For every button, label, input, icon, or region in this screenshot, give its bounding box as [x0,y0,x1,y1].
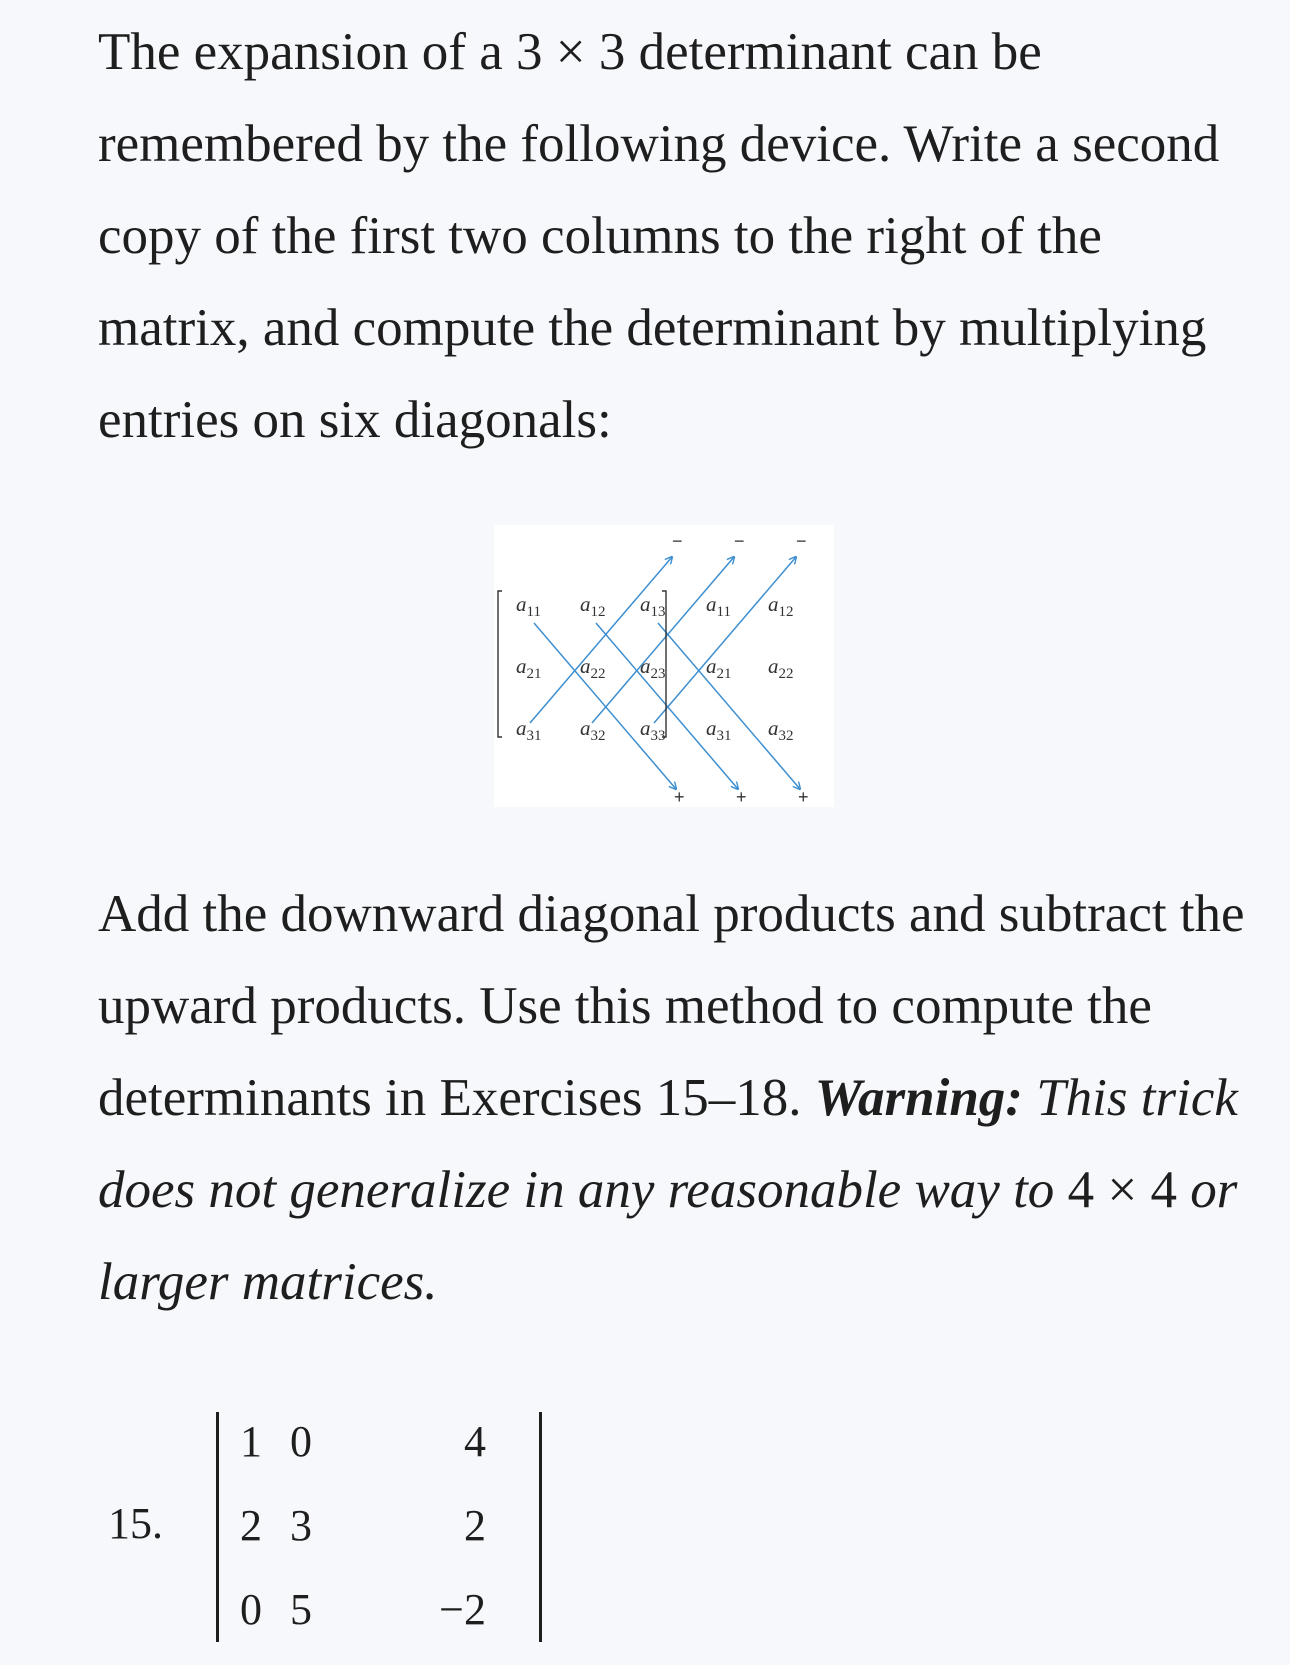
downward-diagonal-arrow [534,623,676,789]
diagram-entry: $a_{31}$ [706,716,732,744]
matrix-cell: 2 [240,1501,262,1550]
upward-diagonal-arrow [654,557,796,723]
diagram-entry: $a_{11}$ [516,592,541,620]
diagram-entry: $a_{22}$ [580,654,606,682]
warning-math: 4 × 4 [1067,1161,1177,1219]
determinant-diagonals-diagram [494,525,834,807]
diagram-entry: $a_{11}$ [706,592,731,620]
diagram-svg [494,511,834,811]
instructions-text: Add the downward diagonal products and subtract the upward products. Use this method to compute the determinants in Exercises 15–18. [98,885,1245,1127]
diagram-entry: $a_{31}$ [516,716,542,744]
warning-text-before: This trick does not generalize in any reasonable way to [98,1069,1238,1219]
matrix-left-bracket [498,591,502,737]
minus-sign: − [796,531,807,551]
diagram-entry: $a_{21}$ [706,654,732,682]
warning-label: Warning: [814,1069,1023,1127]
downward-diagonal-arrow [658,623,800,789]
upward-diagonal-arrow [530,557,672,723]
plus-sign: + [798,787,809,807]
plus-sign: + [736,787,747,807]
intro-paragraph: The expansion of a 3 × 3 determinant can be remembered by the following device. Write a second copy of the first two columns to the right of the matrix, and compute the determinant by multiplying entries on six diagonals: [98,23,1220,449]
matrix-cell: 1 [240,1417,262,1466]
diagram-entry: $a_{21}$ [516,654,542,682]
diagram-entry: $a_{13}$ [640,592,666,620]
warning-text-after: or larger matrices. [98,1161,1238,1311]
matrix-cell: 3 [290,1501,312,1550]
plus-sign: + [674,787,685,807]
matrix-cell: 5 [290,1585,312,1634]
diagram-entry: $a_{32}$ [768,716,794,744]
exercise-15 [108,1408,528,1648]
downward-diagonal-arrow [596,623,738,789]
diagram-entry: $a_{12}$ [580,592,606,620]
matrix-cell: 0 [290,1417,312,1466]
matrix-cell: 2 [464,1501,486,1550]
exercise-number: 15. [108,1499,163,1548]
minus-sign: − [672,531,683,551]
matrix-cell: 4 [464,1417,486,1466]
upward-diagonal-arrow [592,557,734,723]
diagram-entry: $a_{22}$ [768,654,794,682]
matrix-cell: −2 [439,1585,486,1634]
diagram-entry: $a_{12}$ [768,592,794,620]
instructions-paragraph [98,868,1258,1328]
matrix-cell: 0 [240,1585,262,1634]
determinant-right-bar [539,1412,542,1642]
diagram-entry: $a_{33}$ [640,716,666,744]
minus-sign: − [734,531,745,551]
diagram-entry: $a_{23}$ [640,654,666,682]
determinant-matrix [216,1412,542,1642]
diagram-entry: $a_{32}$ [580,716,606,744]
